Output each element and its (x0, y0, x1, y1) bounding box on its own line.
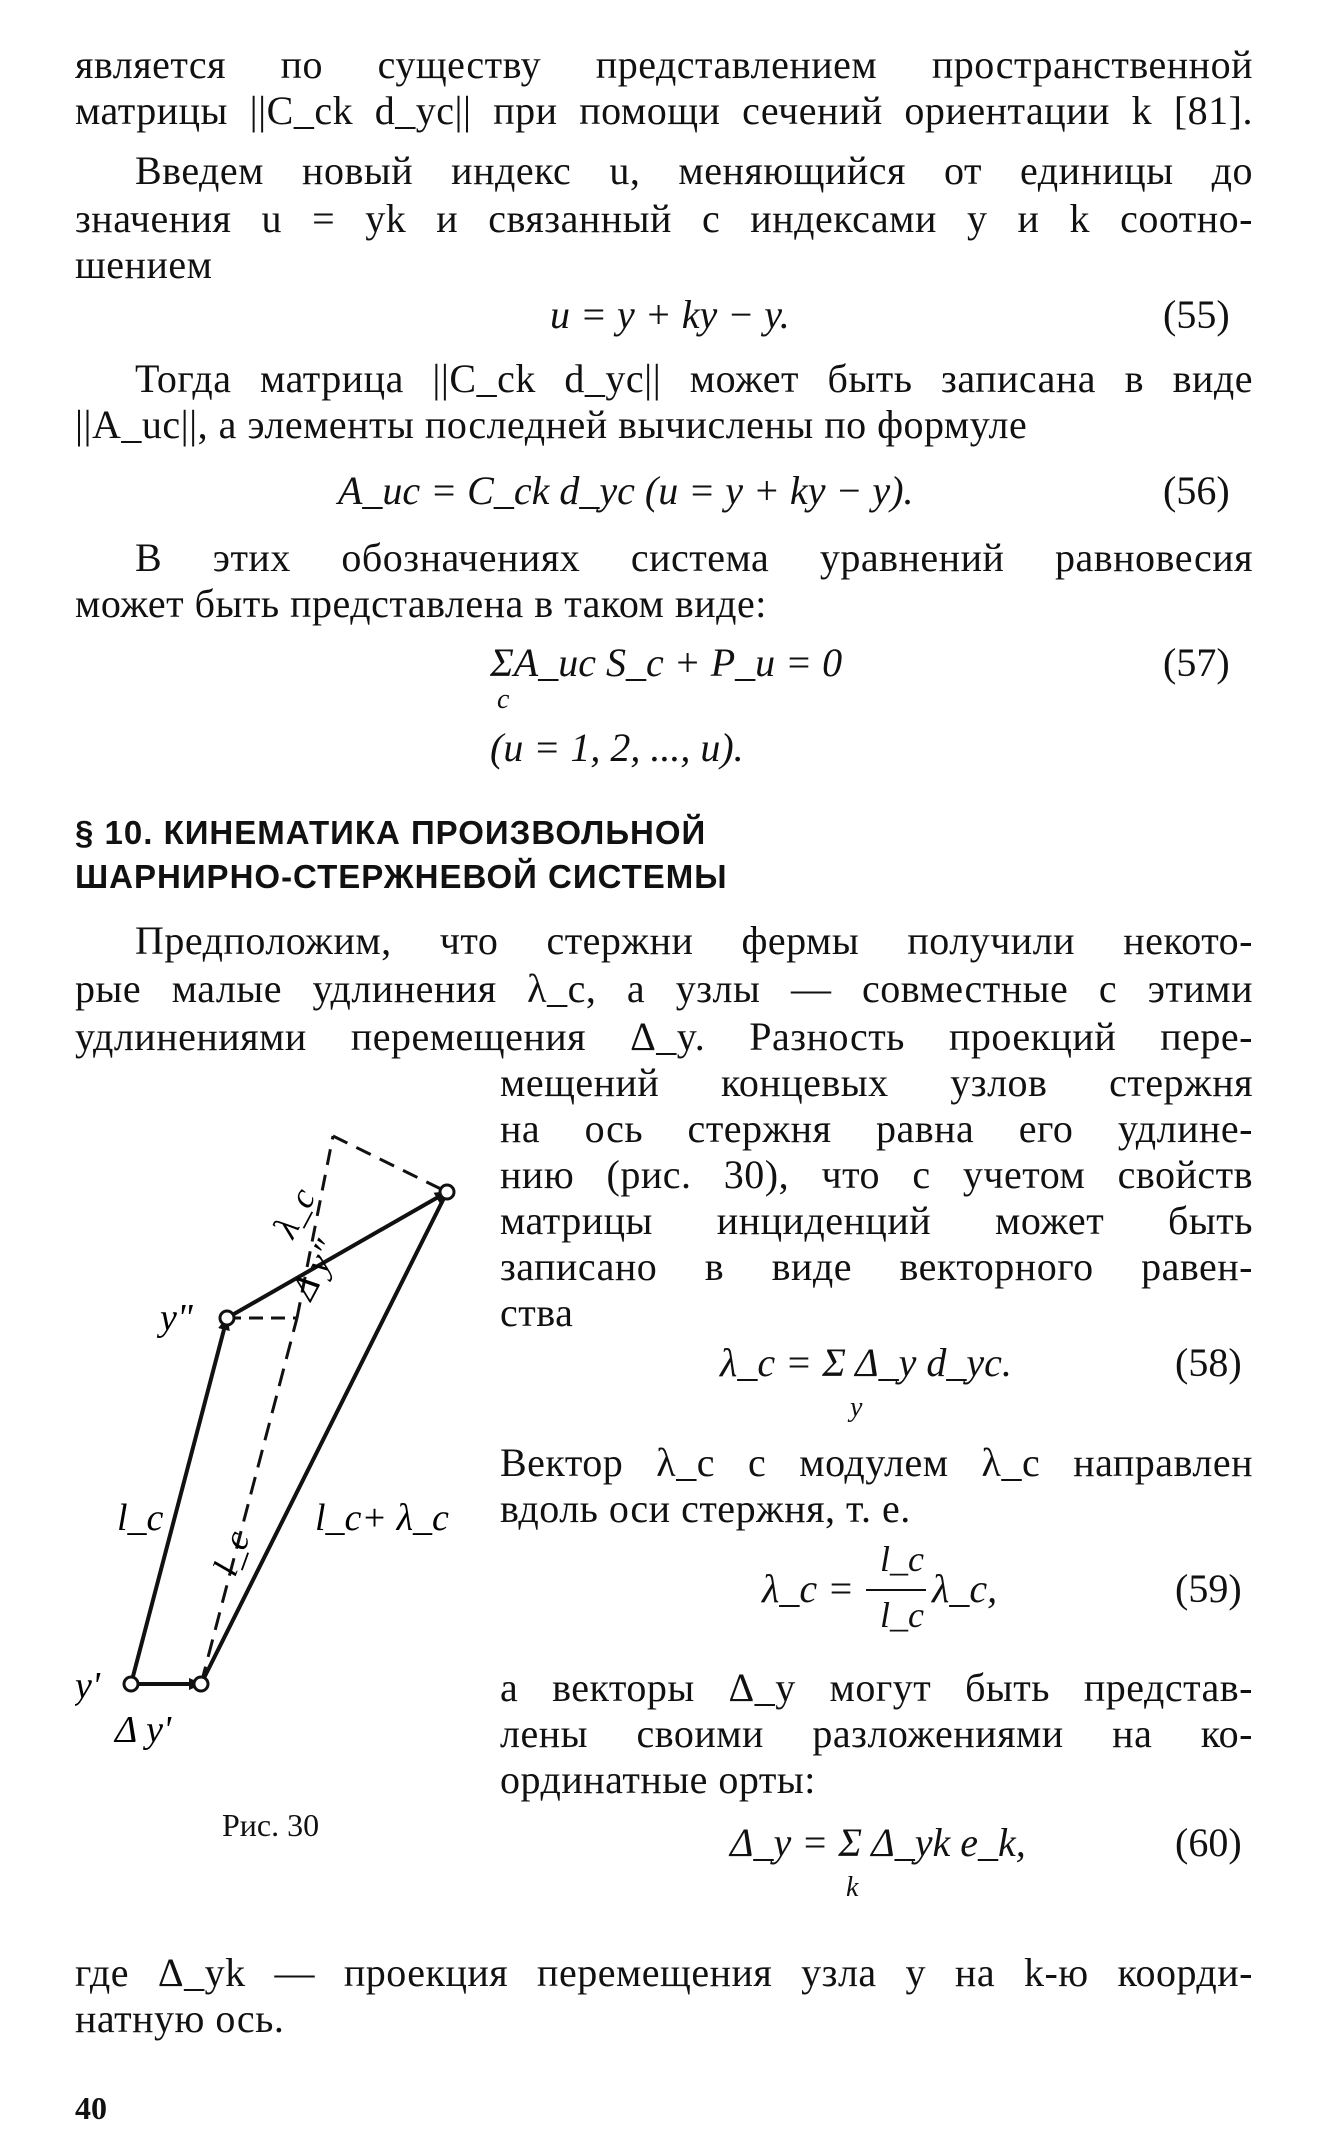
equation-60: Δ_y = Σ Δ_yk e_k, (730, 1820, 1026, 1865)
equation-number-57: (57) (1163, 640, 1230, 685)
node-y-double-prime (220, 1311, 234, 1325)
node-tip (440, 1185, 454, 1199)
text-line: шением (75, 242, 213, 287)
text-line: лены своими разложениями на ко- (500, 1711, 1253, 1756)
equation-59-right: λ_c, (932, 1566, 998, 1611)
equation-59-left: λ_c = (762, 1566, 855, 1611)
figure-30-diagram (75, 1070, 515, 1750)
equation-59-numerator: l_c (880, 1539, 924, 1579)
text-line: Предположим, что стержни фермы получили некото- (135, 918, 1253, 963)
equation-57-subscript: c (497, 684, 510, 715)
equation-59-denominator: l_c (880, 1595, 924, 1635)
node-y-prime (124, 1677, 138, 1691)
label-lc-dashed: l_c (204, 1525, 258, 1581)
text-line: Введем новый индекс u, меняющийся от единицы до (135, 148, 1253, 193)
label-y-double-prime: y" (160, 1297, 193, 1339)
label-delta-y-prime: Δ y' (115, 1709, 172, 1750)
section-title: ШАРНИРНО-СТЕРЖНЕВОЙ СИСТЕМЫ (75, 858, 728, 895)
node-y-prime-displaced (194, 1677, 208, 1691)
equation-number-55: (55) (1163, 292, 1230, 337)
equation-56: A_uc = C_ck d_yc (u = y + ky − y). (338, 468, 914, 513)
text-line: удлинениями перемещения Δ_y. Разность проекций пере- (75, 1014, 1253, 1059)
text-line: ства (500, 1290, 574, 1335)
equation-57: ΣA_uc S_c + P_u = 0 (490, 640, 843, 685)
equation-number-60: (60) (1175, 1820, 1242, 1865)
text-line: матрицы ||C_ck d_yc|| при помощи сечений ориентации k [81]. (75, 88, 1253, 133)
text-line: натную ось. (75, 1996, 285, 2041)
equation-58-subscript: y (850, 1392, 863, 1423)
text-line: на ось стержня равна его удлине- (500, 1106, 1253, 1151)
text-line: Вектор λ_c с модулем λ_c направлен (500, 1440, 1253, 1485)
text-line: рые малые удлинения λ_c, а узлы — совместные с этими (75, 966, 1253, 1011)
equation-number-56: (56) (1163, 468, 1230, 513)
equation-number-59: (59) (1175, 1566, 1242, 1611)
text-line: ординатные орты: (500, 1757, 816, 1802)
text-line: может быть представлена в таком виде: (75, 581, 767, 626)
label-lambda-c: λ_c (264, 1181, 324, 1244)
label-lc: l_c (117, 1497, 164, 1539)
label-delta-y-double-prime: Δ y" (282, 1233, 347, 1306)
page-number: 40 (75, 2090, 107, 2126)
label-lc-plus-lambda: l_c+ λ_c (315, 1497, 449, 1539)
text-line: нию (рис. 30), что с учетом свойств (500, 1152, 1253, 1197)
label-y-prime: y' (75, 1665, 100, 1707)
text-line: мещений концевых узлов стержня (500, 1060, 1253, 1105)
fraction-bar (866, 1589, 926, 1591)
dashed-top (333, 1136, 447, 1192)
text-line: матрицы инциденций может быть (500, 1198, 1253, 1243)
text-line: записано в виде векторного равен- (500, 1244, 1253, 1289)
text-line: Тогда матрица ||C_ck d_yc|| может быть записана в виде (135, 356, 1253, 401)
text-line: В этих обозначениях система уравнений равновесия (135, 535, 1253, 580)
equation-60-subscript: k (846, 1872, 859, 1903)
equation-57-range: (u = 1, 2, ..., u). (490, 725, 744, 770)
text-line: ||A_uc||, а элементы последней вычислены по формуле (75, 402, 1028, 447)
figure-caption: Рис. 30 (222, 1807, 320, 1843)
text-line: значения u = yk и связанный с индексами y и k соотно- (75, 196, 1253, 241)
text-line: где Δ_yk — проекция перемещения узла y на k-ю коорди- (75, 1950, 1253, 1995)
text-line: а векторы Δ_y могут быть представ- (500, 1665, 1253, 1710)
dashed-lc (201, 1318, 297, 1684)
text-line: вдоль оси стержня, т. е. (500, 1486, 911, 1531)
text-line: является по существу представлением пространственной (75, 42, 1253, 87)
section-title: § 10. КИНЕМАТИКА ПРОИЗВОЛЬНОЙ (75, 814, 707, 851)
equation-55: u = y + ky − y. (550, 292, 790, 337)
equation-number-58: (58) (1175, 1340, 1242, 1385)
equation-58: λ_c = Σ Δ_y d_yc. (720, 1340, 1012, 1385)
